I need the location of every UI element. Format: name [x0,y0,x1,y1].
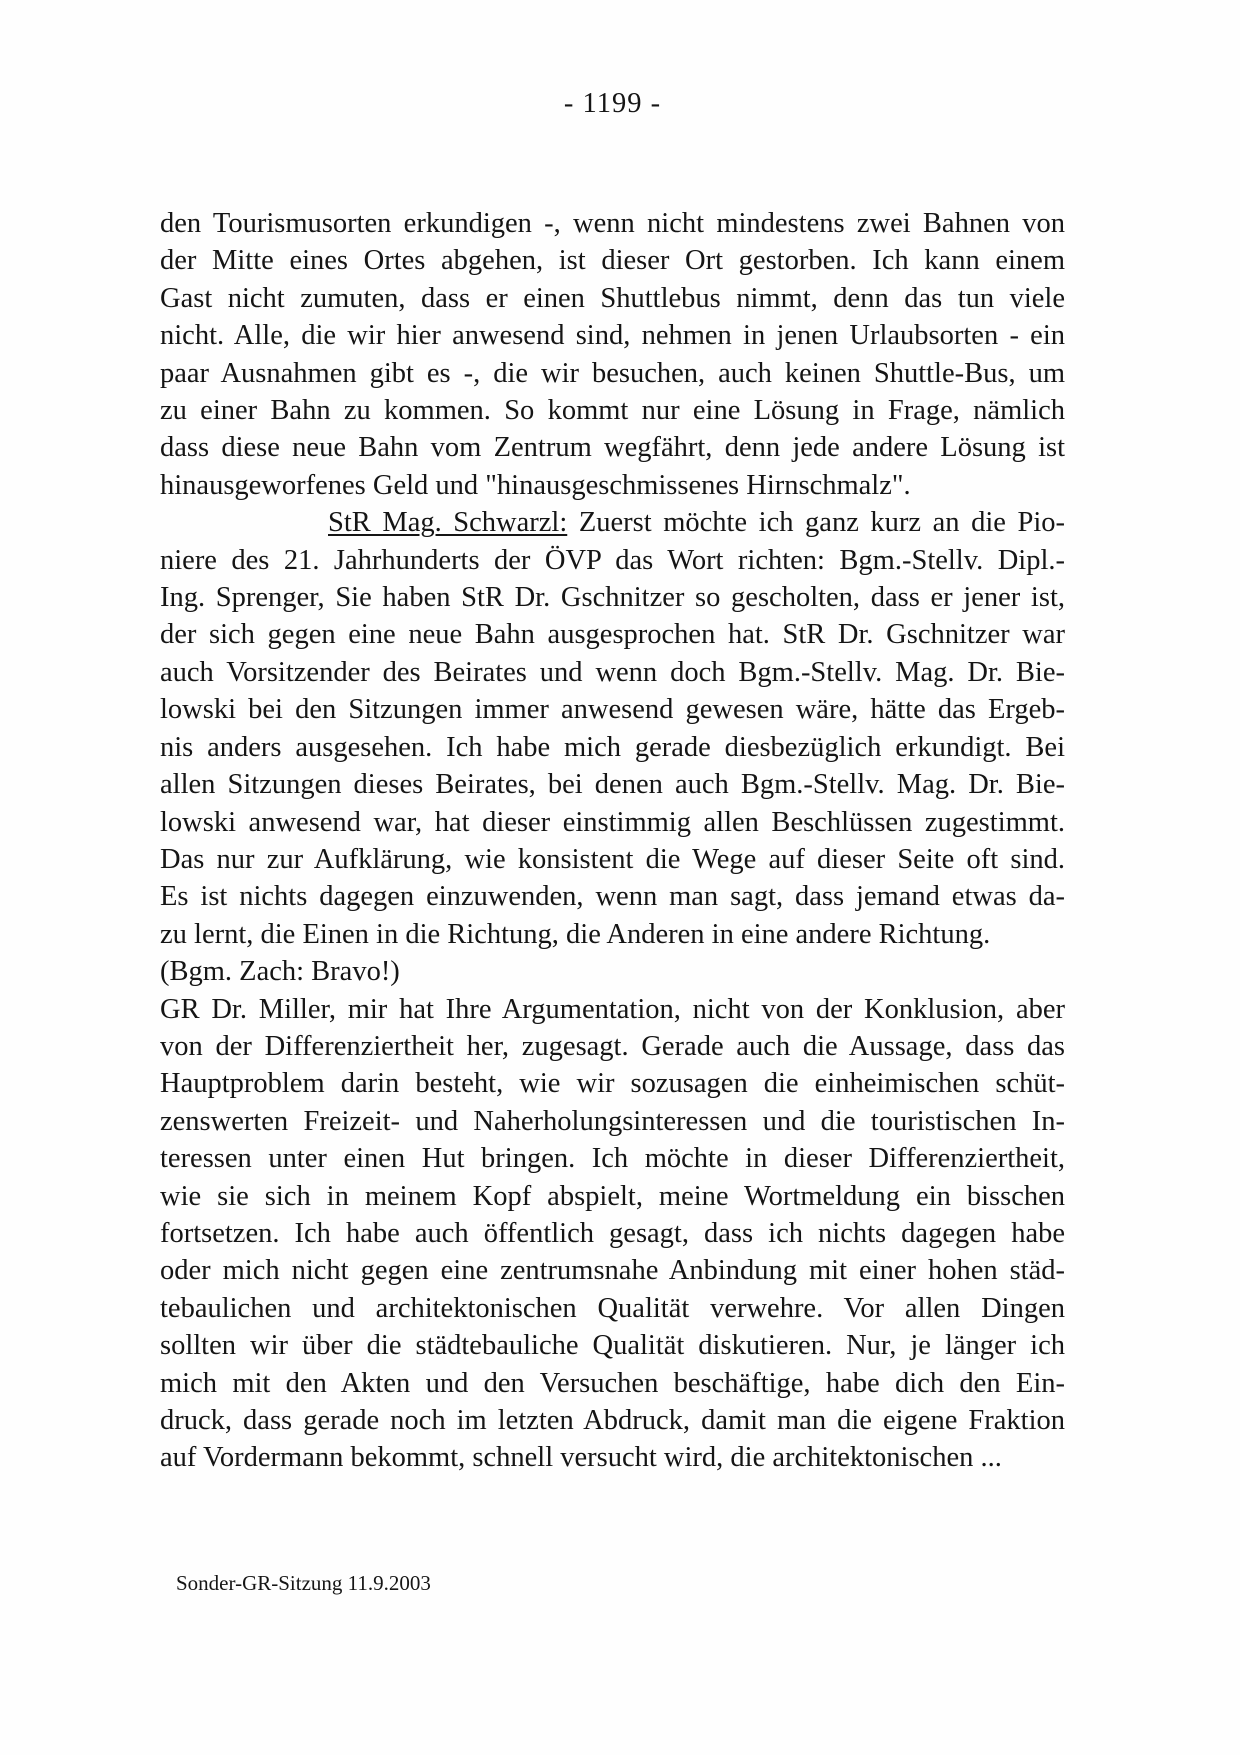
text-line: mich mit den Akten und den Versuchen beschäftige, habe dich den Ein- [160,1367,1065,1399]
text-line: tebaulichen und architektonischen Qualität verwehre. Vor allen Dingen [160,1292,1065,1324]
page-number: - 1199 - [563,88,662,119]
text-line: Ing. Sprenger, Sie haben StR Dr. Gschnitzer so gescholten, dass er jener ist, [160,582,1065,614]
text-line: Hauptproblem darin besteht, wie wir sozusagen die einheimischen schüt- [160,1068,1065,1100]
text-line: auch Vorsitzender des Beirates und wenn doch Bgm.-Stellv. Mag. Dr. Bie- [160,656,1065,688]
text-line: nis anders ausgesehen. Ich habe mich gerade diesbezüglich erkundigt. Bei [160,731,1065,763]
text-line: zu einer Bahn zu kommen. So kommt nur eine Lösung in Frage, nämlich [160,395,1065,427]
text-line: zenswerten Freizeit- und Naherholungsinteressen und die touristischen In- [160,1105,1065,1137]
text-line: von der Differenziertheit her, zugesagt. Gerade auch die Aussage, dass das [160,1030,1065,1062]
text-line: allen Sitzungen dieses Beirates, bei denen auch Bgm.-Stellv. Mag. Dr. Bie- [160,769,1065,801]
text-line: paar Ausnahmen gibt es -, die wir besuchen, auch keinen Shuttle-Bus, um [160,357,1065,389]
text-line: wie sie sich in meinem Kopf abspielt, meine Wortmeldung ein bisschen [160,1180,1065,1212]
text-line [160,504,1065,541]
text-line: niere des 21. Jahrhunderts der ÖVP das Wort richten: Bgm.-Stellv. Dipl.- [160,544,1065,576]
text-line: GR Dr. Miller, mir hat Ihre Argumentation, nicht von der Konklusion, aber [160,993,1065,1025]
text-line: hinausgeworfenes Geld und "hinausgeschmissenes Hirnschmalz". [160,469,911,501]
text-line: den Tourismusorten erkundigen -, wenn nicht mindestens zwei Bahnen von [160,208,1065,239]
text-line: lowski anwesend war, hat dieser einstimmig allen Beschlüssen zugestimmt. [160,806,1065,838]
text-line: druck, dass gerade noch im letzten Abdruck, damit man die eigene Fraktion [160,1405,1065,1436]
text-line: lowski bei den Sitzungen immer anwesend gewesen wäre, hätte das Ergeb- [160,694,1065,726]
text-line: Gast nicht zumuten, dass er einen Shuttlebus nimmt, denn das tun viele [160,282,1065,314]
text-line: der Mitte eines Ortes abgehen, ist dieser Ort gestorben. Ich kann einem [160,245,1065,277]
text-body [160,205,1065,1477]
text-line: teressen unter einen Hut bringen. Ich möchte in dieser Differenziertheit, [160,1143,1065,1175]
text-line: zu lernt, die Einen in die Richtung, die Anderen in eine andere Richtung. [160,918,991,950]
text-line: nicht. Alle, die wir hier anwesend sind, nehmen in jenen Urlaubsorten - ein [160,320,1065,352]
speaker-name: StR Mag. Schwarzl: [328,507,568,539]
text-line: oder mich nicht gegen eine zentrumsnahe Anbindung mit einer hohen städ- [160,1255,1065,1287]
text-line: Es ist nichts dagegen einzuwenden, wenn man sagt, dass jemand etwas da- [160,881,1065,913]
text-line: auf Vordermann bekommt, schnell versucht wird, die architektonischen ... [160,1442,1002,1474]
text-line: sollten wir über die städtebauliche Qualität diskutieren. Nur, je länger ich [160,1330,1065,1362]
text-line: Das nur zur Aufklärung, wie konsistent die Wege auf dieser Seite oft sind. [160,843,1065,875]
text-line: dass diese neue Bahn vom Zentrum wegfährt, denn jede andere Lösung ist [160,432,1065,464]
page-footer: Sonder-GR-Sitzung 11.9.2003 [176,1571,431,1595]
text-line: der sich gegen eine neue Bahn ausgesprochen hat. StR Dr. Gschnitzer war [160,619,1065,651]
text-line: fortsetzen. Ich habe auch öffentlich gesagt, dass ich nichts dagegen habe [160,1217,1065,1249]
text-line: (Bgm. Zach: Bravo!) [160,956,400,988]
text-segment: Zuerst möchte ich ganz kurz an die Pio- [567,507,1065,539]
